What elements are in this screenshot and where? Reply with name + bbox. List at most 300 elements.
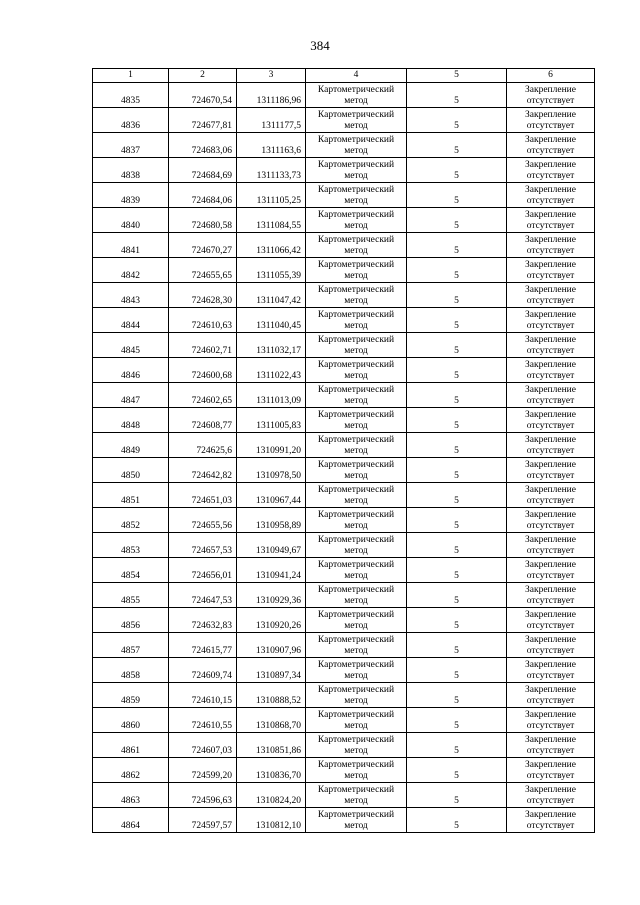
method-line-1: Картометрический: [317, 310, 395, 320]
fixing-cell: [507, 433, 595, 458]
fixing-cell: [507, 308, 595, 333]
fixing-line-1: Закрепление: [525, 210, 576, 220]
method-line-1: Картометрический: [317, 85, 395, 95]
accuracy-cell: 5: [407, 658, 507, 683]
fixing-line-2: отсутствует: [526, 546, 575, 556]
x-coordinate-cell: 724657,53: [169, 533, 237, 558]
table-row: [93, 158, 595, 183]
fixing-line-1: Закрепление: [525, 360, 576, 370]
x-coordinate-cell: 724670,27: [169, 233, 237, 258]
x-coordinate-cell: 724597,57: [169, 808, 237, 833]
accuracy-cell: 5: [407, 458, 507, 483]
method-line-2: метод: [344, 171, 368, 181]
fixing-line-1: Закрепление: [525, 585, 576, 595]
accuracy-cell: 5: [407, 733, 507, 758]
fixing-line-2: отсутствует: [526, 446, 575, 456]
point-number-cell: 4840: [93, 208, 169, 233]
method-line-2: метод: [344, 196, 368, 206]
method-line-1: Картометрический: [317, 510, 395, 520]
fixing-line-1: Закрепление: [525, 160, 576, 170]
fixing-line-1: Закрепление: [525, 560, 576, 570]
accuracy-cell: 5: [407, 183, 507, 208]
method-cell: [306, 683, 407, 708]
method-cell: [306, 633, 407, 658]
point-number-cell: 4836: [93, 108, 169, 133]
method-line-1: Картометрический: [317, 635, 395, 645]
method-line-1: Картометрический: [317, 360, 395, 370]
x-coordinate-cell: 724651,03: [169, 483, 237, 508]
page-number: 384: [310, 38, 330, 53]
point-number-cell: 4855: [93, 583, 169, 608]
accuracy-cell: 5: [407, 483, 507, 508]
header-col-3: 3: [237, 69, 306, 83]
fixing-cell: [507, 733, 595, 758]
fixing-line-1: Закрепление: [525, 110, 576, 120]
x-coordinate-cell: 724610,55: [169, 708, 237, 733]
y-coordinate-cell: 1310868,70: [237, 708, 306, 733]
method-line-1: Картометрический: [317, 235, 395, 245]
fixing-cell: [507, 158, 595, 183]
x-coordinate-cell: 724615,77: [169, 633, 237, 658]
table-row: [93, 733, 595, 758]
accuracy-cell: 5: [407, 308, 507, 333]
point-number-cell: 4838: [93, 158, 169, 183]
x-coordinate-cell: 724600,68: [169, 358, 237, 383]
fixing-cell: [507, 758, 595, 783]
method-line-1: Картометрический: [317, 285, 395, 295]
method-line-1: Картометрический: [317, 485, 395, 495]
method-cell: [306, 133, 407, 158]
fixing-line-2: отсутствует: [526, 221, 575, 231]
point-number-cell: 4849: [93, 433, 169, 458]
accuracy-cell: 5: [407, 333, 507, 358]
table-row: [93, 483, 595, 508]
point-number-cell: 4835: [93, 83, 169, 108]
y-coordinate-cell: 1310897,34: [237, 658, 306, 683]
fixing-line-2: отсутствует: [526, 396, 575, 406]
fixing-line-2: отсутствует: [526, 646, 575, 656]
fixing-line-1: Закрепление: [525, 810, 576, 820]
table-row: [93, 758, 595, 783]
header-col-4: 4: [306, 69, 407, 83]
method-line-2: метод: [344, 296, 368, 306]
x-coordinate-cell: 724607,03: [169, 733, 237, 758]
accuracy-cell: 5: [407, 158, 507, 183]
y-coordinate-cell: 1311022,43: [237, 358, 306, 383]
table-row: [93, 633, 595, 658]
table-row: [93, 433, 595, 458]
y-coordinate-cell: 1311040,45: [237, 308, 306, 333]
point-number-cell: 4862: [93, 758, 169, 783]
table-header-row: [93, 69, 595, 83]
method-line-2: метод: [344, 96, 368, 106]
method-cell: [306, 358, 407, 383]
y-coordinate-cell: 1311047,42: [237, 283, 306, 308]
method-line-1: Картометрический: [317, 685, 395, 695]
method-line-1: Картометрический: [317, 660, 395, 670]
method-line-2: метод: [344, 371, 368, 381]
fixing-cell: [507, 233, 595, 258]
point-number-cell: 4848: [93, 408, 169, 433]
method-line-1: Картометрический: [317, 110, 395, 120]
method-line-1: Картометрический: [317, 160, 395, 170]
table-row: [93, 308, 595, 333]
fixing-line-2: отсутствует: [526, 421, 575, 431]
table-row: [93, 583, 595, 608]
accuracy-cell: 5: [407, 433, 507, 458]
method-cell: [306, 758, 407, 783]
method-line-1: Картометрический: [317, 535, 395, 545]
x-coordinate-cell: 724647,53: [169, 583, 237, 608]
x-coordinate-cell: 724655,56: [169, 508, 237, 533]
fixing-line-2: отсутствует: [526, 346, 575, 356]
fixing-line-1: Закрепление: [525, 260, 576, 270]
fixing-line-2: отсутствует: [526, 246, 575, 256]
fixing-line-1: Закрепление: [525, 135, 576, 145]
table-row: [93, 608, 595, 633]
fixing-cell: [507, 208, 595, 233]
method-line-1: Картометрический: [317, 185, 395, 195]
table-row: [93, 208, 595, 233]
accuracy-cell: 5: [407, 208, 507, 233]
accuracy-cell: 5: [407, 408, 507, 433]
method-line-2: метод: [344, 496, 368, 506]
fixing-cell: [507, 708, 595, 733]
point-number-cell: 4844: [93, 308, 169, 333]
table-row: [93, 333, 595, 358]
y-coordinate-cell: 1310812,10: [237, 808, 306, 833]
method-line-2: метод: [344, 396, 368, 406]
accuracy-cell: 5: [407, 108, 507, 133]
header-col-6: 6: [507, 69, 595, 83]
point-number-cell: 4845: [93, 333, 169, 358]
point-number-cell: 4859: [93, 683, 169, 708]
x-coordinate-cell: 724628,30: [169, 283, 237, 308]
method-line-2: метод: [344, 596, 368, 606]
method-line-2: метод: [344, 746, 368, 756]
fixing-cell: [507, 658, 595, 683]
fixing-line-2: отсутствует: [526, 796, 575, 806]
method-cell: [306, 708, 407, 733]
table-row: [93, 508, 595, 533]
y-coordinate-cell: 1310958,89: [237, 508, 306, 533]
accuracy-cell: 5: [407, 533, 507, 558]
method-line-2: метод: [344, 221, 368, 231]
fixing-line-1: Закрепление: [525, 760, 576, 770]
point-number-cell: 4857: [93, 633, 169, 658]
accuracy-cell: 5: [407, 83, 507, 108]
method-line-2: метод: [344, 121, 368, 131]
method-cell: [306, 783, 407, 808]
fixing-line-1: Закрепление: [525, 510, 576, 520]
method-line-1: Картометрический: [317, 135, 395, 145]
accuracy-cell: 5: [407, 808, 507, 833]
x-coordinate-cell: 724680,58: [169, 208, 237, 233]
y-coordinate-cell: 1310920,26: [237, 608, 306, 633]
table-row: [93, 358, 595, 383]
accuracy-cell: 5: [407, 258, 507, 283]
fixing-cell: [507, 83, 595, 108]
method-line-2: метод: [344, 546, 368, 556]
method-cell: [306, 808, 407, 833]
method-cell: [306, 583, 407, 608]
header-col-5: 5: [407, 69, 507, 83]
table-row: [93, 458, 595, 483]
x-coordinate-cell: 724632,83: [169, 608, 237, 633]
fixing-line-2: отсутствует: [526, 121, 575, 131]
fixing-line-2: отсутствует: [526, 371, 575, 381]
accuracy-cell: 5: [407, 283, 507, 308]
accuracy-cell: 5: [407, 683, 507, 708]
method-line-2: метод: [344, 421, 368, 431]
x-coordinate-cell: 724677,81: [169, 108, 237, 133]
y-coordinate-cell: 1310836,70: [237, 758, 306, 783]
method-cell: [306, 333, 407, 358]
x-coordinate-cell: 724608,77: [169, 408, 237, 433]
fixing-cell: [507, 508, 595, 533]
method-line-2: метод: [344, 821, 368, 831]
method-line-1: Картометрический: [317, 560, 395, 570]
fixing-line-2: отсутствует: [526, 746, 575, 756]
method-cell: [306, 458, 407, 483]
fixing-cell: [507, 558, 595, 583]
fixing-line-1: Закрепление: [525, 785, 576, 795]
method-line-2: метод: [344, 321, 368, 331]
table-row: [93, 133, 595, 158]
method-cell: [306, 208, 407, 233]
method-line-2: метод: [344, 646, 368, 656]
y-coordinate-cell: 1311084,55: [237, 208, 306, 233]
method-cell: [306, 308, 407, 333]
point-number-cell: 4853: [93, 533, 169, 558]
point-number-cell: 4839: [93, 183, 169, 208]
method-line-2: метод: [344, 671, 368, 681]
fixing-line-1: Закрепление: [525, 285, 576, 295]
fixing-cell: [507, 808, 595, 833]
fixing-line-2: отсутствует: [526, 771, 575, 781]
point-number-cell: 4841: [93, 233, 169, 258]
method-line-2: метод: [344, 621, 368, 631]
method-cell: [306, 433, 407, 458]
fixing-line-1: Закрепление: [525, 410, 576, 420]
y-coordinate-cell: 1310991,20: [237, 433, 306, 458]
method-cell: [306, 283, 407, 308]
point-number-cell: 4850: [93, 458, 169, 483]
method-cell: [306, 383, 407, 408]
y-coordinate-cell: 1310824,20: [237, 783, 306, 808]
x-coordinate-cell: 724655,65: [169, 258, 237, 283]
y-coordinate-cell: 1311032,17: [237, 333, 306, 358]
method-cell: [306, 408, 407, 433]
fixing-cell: [507, 533, 595, 558]
table-row: [93, 83, 595, 108]
table-row: [93, 808, 595, 833]
y-coordinate-cell: 1311005,83: [237, 408, 306, 433]
y-coordinate-cell: 1310978,50: [237, 458, 306, 483]
x-coordinate-cell: 724684,06: [169, 183, 237, 208]
point-number-cell: 4852: [93, 508, 169, 533]
table-row: [93, 383, 595, 408]
fixing-line-1: Закрепление: [525, 85, 576, 95]
y-coordinate-cell: 1311133,73: [237, 158, 306, 183]
x-coordinate-cell: 724683,06: [169, 133, 237, 158]
method-line-2: метод: [344, 771, 368, 781]
y-coordinate-cell: 1310907,96: [237, 633, 306, 658]
fixing-line-1: Закрепление: [525, 235, 576, 245]
table-row: [93, 108, 595, 133]
fixing-cell: [507, 783, 595, 808]
accuracy-cell: 5: [407, 508, 507, 533]
coordinates-table: [92, 68, 595, 833]
accuracy-cell: 5: [407, 608, 507, 633]
fixing-line-1: Закрепление: [525, 735, 576, 745]
y-coordinate-cell: 1311186,96: [237, 83, 306, 108]
method-line-1: Картометрический: [317, 260, 395, 270]
fixing-line-1: Закрепление: [525, 635, 576, 645]
fixing-line-1: Закрепление: [525, 610, 576, 620]
fixing-line-2: отсутствует: [526, 296, 575, 306]
header-col-2: 2: [169, 69, 237, 83]
fixing-cell: [507, 183, 595, 208]
method-line-2: метод: [344, 796, 368, 806]
method-line-1: Картометрический: [317, 410, 395, 420]
point-number-cell: 4860: [93, 708, 169, 733]
point-number-cell: 4847: [93, 383, 169, 408]
fixing-cell: [507, 283, 595, 308]
accuracy-cell: 5: [407, 133, 507, 158]
fixing-line-1: Закрепление: [525, 185, 576, 195]
fixing-line-1: Закрепление: [525, 685, 576, 695]
table-row: [93, 783, 595, 808]
fixing-line-2: отсутствует: [526, 196, 575, 206]
point-number-cell: 4846: [93, 358, 169, 383]
fixing-line-2: отсутствует: [526, 571, 575, 581]
fixing-line-2: отсутствует: [526, 496, 575, 506]
fixing-line-2: отсутствует: [526, 471, 575, 481]
header-col-1: 1: [93, 69, 169, 83]
table-row: [93, 708, 595, 733]
accuracy-cell: 5: [407, 583, 507, 608]
fixing-cell: [507, 258, 595, 283]
fixing-line-2: отсутствует: [526, 521, 575, 531]
point-number-cell: 4842: [93, 258, 169, 283]
method-cell: [306, 183, 407, 208]
point-number-cell: 4856: [93, 608, 169, 633]
x-coordinate-cell: 724610,63: [169, 308, 237, 333]
x-coordinate-cell: 724656,01: [169, 558, 237, 583]
fixing-line-1: Закрепление: [525, 710, 576, 720]
fixing-line-1: Закрепление: [525, 660, 576, 670]
accuracy-cell: 5: [407, 383, 507, 408]
table-row: [93, 658, 595, 683]
fixing-line-1: Закрепление: [525, 335, 576, 345]
table-body: [93, 83, 595, 833]
table-row: [93, 233, 595, 258]
method-line-2: метод: [344, 246, 368, 256]
method-line-1: Картометрический: [317, 435, 395, 445]
method-cell: [306, 558, 407, 583]
fixing-cell: [507, 583, 595, 608]
method-line-1: Картометрический: [317, 585, 395, 595]
accuracy-cell: 5: [407, 783, 507, 808]
method-line-1: Картометрический: [317, 460, 395, 470]
method-cell: [306, 233, 407, 258]
point-number-cell: 4858: [93, 658, 169, 683]
x-coordinate-cell: 724625,6: [169, 433, 237, 458]
table-row: [93, 408, 595, 433]
accuracy-cell: 5: [407, 758, 507, 783]
method-line-2: метод: [344, 571, 368, 581]
method-line-2: метод: [344, 146, 368, 156]
fixing-cell: [507, 458, 595, 483]
fixing-cell: [507, 358, 595, 383]
fixing-line-1: Закрепление: [525, 310, 576, 320]
fixing-line-2: отсутствует: [526, 696, 575, 706]
method-line-1: Картометрический: [317, 385, 395, 395]
method-cell: [306, 508, 407, 533]
y-coordinate-cell: 1310949,67: [237, 533, 306, 558]
method-line-2: метод: [344, 696, 368, 706]
x-coordinate-cell: 724670,54: [169, 83, 237, 108]
y-coordinate-cell: 1311163,6: [237, 133, 306, 158]
y-coordinate-cell: 1310888,52: [237, 683, 306, 708]
x-coordinate-cell: 724602,71: [169, 333, 237, 358]
method-cell: [306, 608, 407, 633]
method-line-1: Картометрический: [317, 785, 395, 795]
method-line-1: Картометрический: [317, 610, 395, 620]
fixing-line-1: Закрепление: [525, 435, 576, 445]
fixing-line-1: Закрепление: [525, 535, 576, 545]
point-number-cell: 4843: [93, 283, 169, 308]
method-cell: [306, 483, 407, 508]
fixing-line-2: отсутствует: [526, 146, 575, 156]
method-line-1: Картометрический: [317, 335, 395, 345]
x-coordinate-cell: 724599,20: [169, 758, 237, 783]
method-line-2: метод: [344, 521, 368, 531]
fixing-line-2: отсутствует: [526, 671, 575, 681]
y-coordinate-cell: 1311066,42: [237, 233, 306, 258]
fixing-line-1: Закрепление: [525, 485, 576, 495]
fixing-cell: [507, 608, 595, 633]
fixing-cell: [507, 108, 595, 133]
accuracy-cell: 5: [407, 708, 507, 733]
y-coordinate-cell: 1310851,86: [237, 733, 306, 758]
y-coordinate-cell: 1311013,09: [237, 383, 306, 408]
fixing-cell: [507, 633, 595, 658]
point-number-cell: 4837: [93, 133, 169, 158]
y-coordinate-cell: 1311055,39: [237, 258, 306, 283]
fixing-line-1: Закрепление: [525, 460, 576, 470]
x-coordinate-cell: 724602,65: [169, 383, 237, 408]
fixing-cell: [507, 683, 595, 708]
accuracy-cell: 5: [407, 558, 507, 583]
x-coordinate-cell: 724684,69: [169, 158, 237, 183]
point-number-cell: 4864: [93, 808, 169, 833]
method-line-2: метод: [344, 446, 368, 456]
fixing-line-2: отсутствует: [526, 821, 575, 831]
method-line-1: Картометрический: [317, 810, 395, 820]
method-cell: [306, 158, 407, 183]
method-line-1: Картометрический: [317, 710, 395, 720]
fixing-line-1: Закрепление: [525, 385, 576, 395]
fixing-line-2: отсутствует: [526, 321, 575, 331]
method-cell: [306, 108, 407, 133]
fixing-cell: [507, 383, 595, 408]
table-row: [93, 283, 595, 308]
fixing-line-2: отсутствует: [526, 171, 575, 181]
fixing-cell: [507, 483, 595, 508]
method-line-1: Картометрический: [317, 735, 395, 745]
